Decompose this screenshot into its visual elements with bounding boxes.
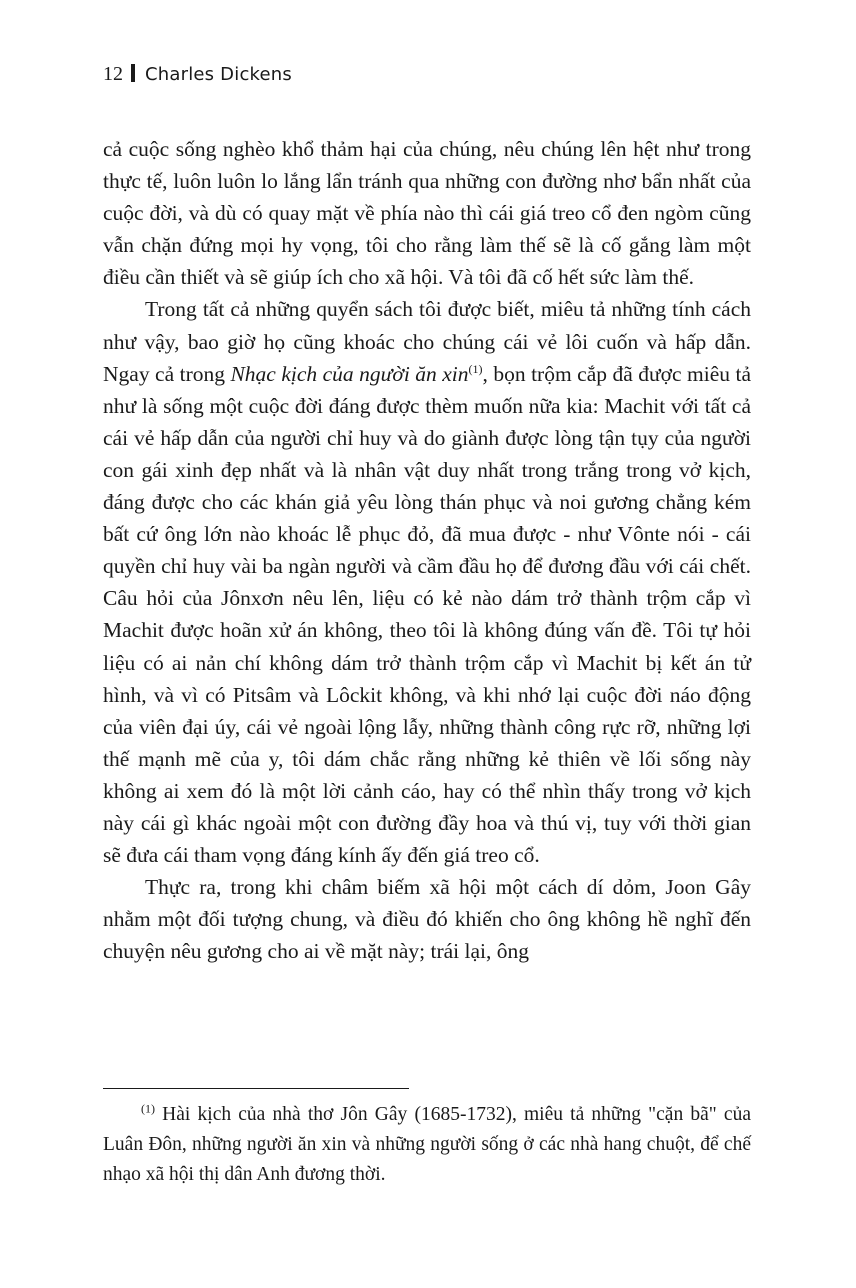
header-separator-bar [131, 64, 135, 82]
footnote-reference[interactable]: (1) [468, 361, 483, 376]
footnote-divider [103, 1088, 409, 1089]
author-name: Charles Dickens [145, 64, 292, 85]
play-title: Nhạc kịch của người ăn xin [230, 361, 469, 386]
paragraph-2 [103, 293, 751, 871]
main-text [103, 133, 751, 967]
paragraph-3: Thực ra, trong khi châm biếm xã hội một cách dí dỏm, Joon Gây nhằm một đối tượng chung, và điều đó khiến cho ông không hề nghĩ đến chuyện nêu gương cho ai về mặt này; trái lại, ông [103, 875, 751, 964]
paragraph-2-text-b: , bọn trộm cắp đã được miêu tả như là sống một cuộc đời đáng được thèm muốn nữa kia: Machit với tất cả cái vẻ hấp dẫn của người chỉ huy và do giành được lòng tận tụy của người con gái xinh đẹp nhất và là nhân vật duy nhất trong trắng trong vở kịch, đáng được cho các khán giả yêu lòng thán phục và noi gương chẳng kém bất cứ ông lớn nào khoác lễ phục đỏ, đã mua được - như Vônte nói - cái quyền chỉ huy vài ba ngàn người và cầm đầu họ để đương đầu với cái chết. Câu hỏi của Jônxơn nêu lên, liệu có kẻ nào dám trở thành trộm cắp vì Machit được hoãn xử án không, theo tôi là không đúng vấn đề. Tôi tự hỏi liệu có ai nản chí không dám trở thành trộm cắp vì Machit bị kết án tử hình, và vì có Pitsâm và Lôckit không, và khi nhớ lại cuộc đời náo động của viên đại úy, cái vẻ ngoài lộng lẫy, những thành công rực rỡ, những lợi thế mạnh mẽ của y, tôi dám chắc rằng những kẻ thiên về lối sống này không ai xem đó là một lời cảnh cáo, hay có thể nhìn thấy trong vở kịch này cái gì khác ngoài một con đường đầy hoa và thú vị, tuy với thời gian sẽ đưa cái tham vọng đáng kính ấy đến giá treo cổ. [103, 361, 751, 868]
footnote [103, 1100, 751, 1190]
running-header [103, 62, 292, 87]
footnote-marker: (1) [141, 1101, 155, 1116]
paragraph-1: cả cuộc sống nghèo khổ thảm hại của chúng, nêu chúng lên hệt như trong thực tế, luôn luôn lo lắng lẩn tránh qua những con đường nhơ bẩn nhất của cuộc đời, và dù có quay mặt về phía nào thì cái giá treo cổ đen ngòm cũng vẫn chặn đứng mọi hy vọng, tôi cho rằng làm thế sẽ là cố gắng làm một điều cần thiết và sẽ giúp ích cho xã hội. Và tôi đã cố hết sức làm thế. [103, 137, 751, 290]
footnote-text: Hài kịch của nhà thơ Jôn Gây (1685-1732), miêu tả những "cặn bã" của Luân Đôn, những người ăn xin và những người sống ở các nhà hang chuột, để chế nhạo xã hội thị dân Anh đương thời. [103, 1104, 751, 1185]
paragraph-2-text-a: Trong tất cả những quyển sách tôi được biết, miêu tả những tính cách như vậy, bao giờ họ cũng khoác cho chúng cái vẻ lôi cuốn và hấp dẫn. Ngay cả trong [103, 297, 751, 386]
page-number: 12 [103, 63, 123, 85]
